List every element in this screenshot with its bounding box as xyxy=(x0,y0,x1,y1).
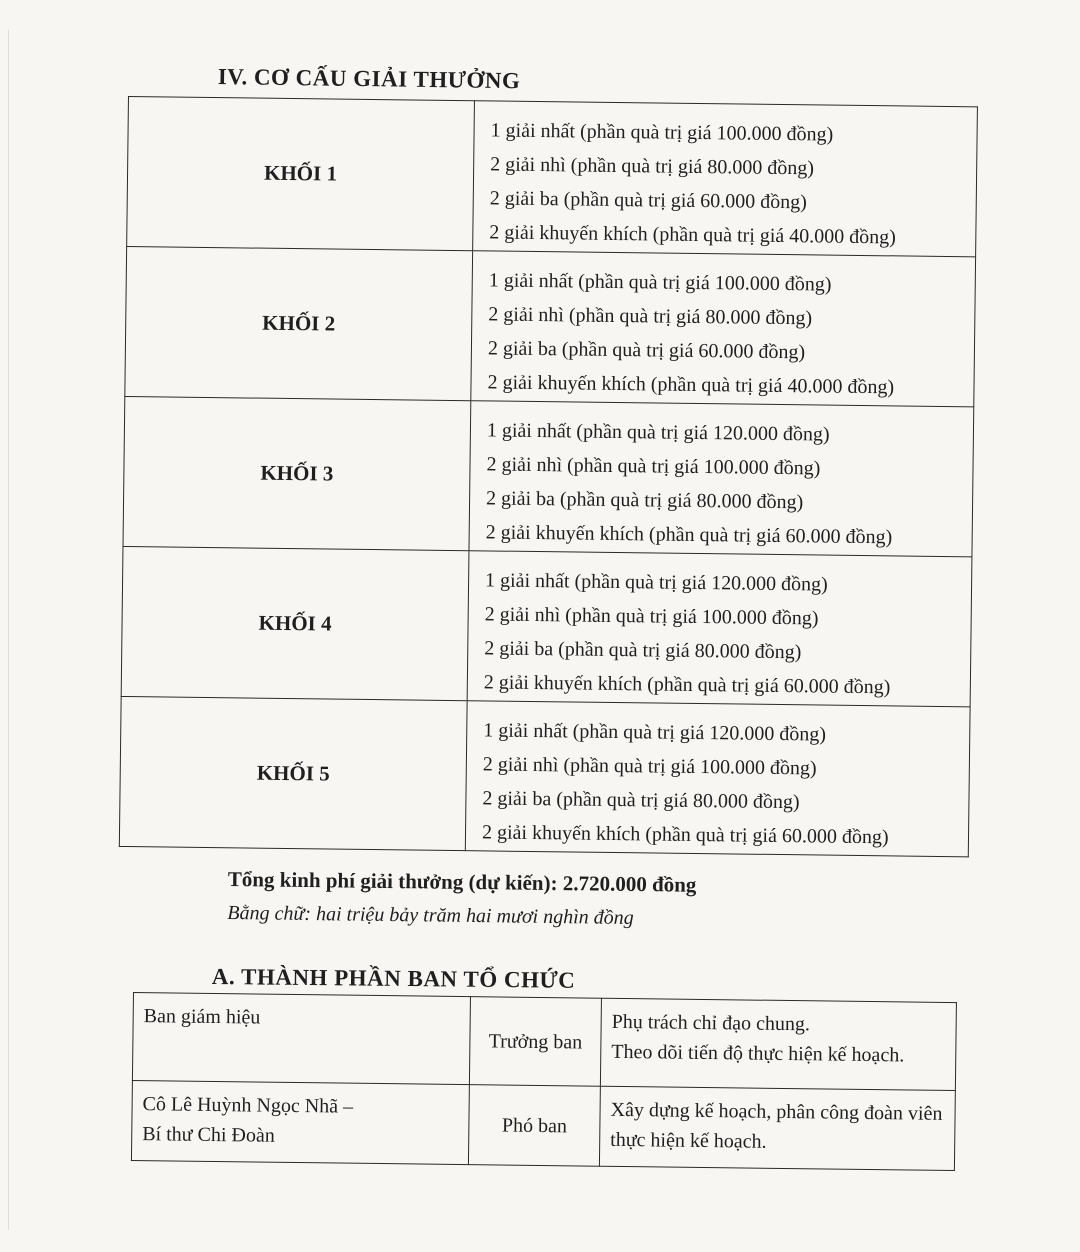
duty-line: Theo dõi tiến độ thực hiện kế hoạch. xyxy=(611,1040,905,1067)
total-in-words: Bằng chữ: hai triệu bảy trăm hai mươi nghìn đồng xyxy=(227,901,634,929)
prize-line: 2 giải nhì (phần quà trị giá 80.000 đồng) xyxy=(488,303,813,330)
prize-line: 2 giải khuyến khích (phần quà trị giá 40.000 đồng) xyxy=(487,371,895,399)
prize-line: 1 giải nhất (phần quà trị giá 120.000 đồng) xyxy=(484,569,828,596)
total-budget-block xyxy=(227,862,696,936)
prizes-cell xyxy=(467,551,972,707)
prize-line: 2 giải ba (phần quà trị giá 60.000 đồng) xyxy=(487,337,806,364)
organizing-committee-table xyxy=(131,992,957,1171)
prize-line: 2 giải khuyến khích (phần quà trị giá 40.000 đồng) xyxy=(489,221,897,249)
duty-line: Phụ trách chỉ đạo chung. xyxy=(611,1010,811,1036)
duties-cell xyxy=(600,998,956,1090)
prize-line: 1 giải nhất (phần quà trị giá 100.000 đồng) xyxy=(490,119,834,146)
role-cell: Phó ban xyxy=(468,1085,600,1167)
prize-line: 1 giải nhất (phần quà trị giá 120.000 đồng) xyxy=(486,419,830,446)
prize-line: 2 giải ba (phần quà trị giá 80.000 đồng) xyxy=(485,487,804,514)
prize-line: 1 giải nhất (phần quà trị giá 100.000 đồng) xyxy=(488,269,832,296)
duty-line: Xây dựng kế hoạch, phân công đoàn viên thực hiện kế hoạch. xyxy=(610,1098,943,1153)
table-row xyxy=(132,993,956,1091)
prize-line: 2 giải nhì (phần quà trị giá 100.000 đồng) xyxy=(486,453,821,480)
member-line: Ban giám hiệu xyxy=(143,1005,261,1029)
grade-cell: KHỐI 2 xyxy=(125,246,473,400)
prize-structure-table xyxy=(119,96,978,857)
member-cell xyxy=(132,993,470,1085)
grade-cell: KHỐI 5 xyxy=(119,696,467,850)
table-row xyxy=(127,97,978,257)
grade-cell: KHỐI 3 xyxy=(123,396,471,550)
scan-edge-line xyxy=(8,30,9,1230)
prize-line: 2 giải ba (phần quà trị giá 80.000 đồng) xyxy=(482,787,800,814)
total-budget: Tổng kinh phí giải thưởng (dự kiến): 2.720.000 đồng xyxy=(227,866,697,897)
table-row xyxy=(123,396,974,556)
duties-cell xyxy=(599,1086,955,1170)
table-row xyxy=(131,1080,955,1170)
prize-line: 2 giải nhì (phần quà trị giá 100.000 đồng) xyxy=(484,603,819,630)
section-a-heading: A. THÀNH PHẦN BAN TỔ CHỨC xyxy=(211,964,576,993)
prize-line: 2 giải ba (phần quà trị giá 80.000 đồng) xyxy=(484,637,802,664)
prizes-cell xyxy=(469,401,974,557)
prize-line: 2 giải khuyến khích (phần quà trị giá 60.000 đồng) xyxy=(481,821,889,849)
member-cell xyxy=(131,1080,469,1164)
table-row xyxy=(119,696,970,856)
grade-cell: KHỐI 4 xyxy=(121,546,469,700)
prizes-cell xyxy=(471,251,976,407)
member-line: Bí thư Chi Đoàn xyxy=(142,1123,275,1147)
prizes-cell xyxy=(465,701,970,857)
prize-line: 2 giải nhì (phần quà trị giá 100.000 đồng) xyxy=(482,753,817,780)
prize-line: 2 giải khuyến khích (phần quà trị giá 60.000 đồng) xyxy=(485,521,893,549)
section-iv-heading: IV. CƠ CẤU GIẢI THƯỞNG xyxy=(217,64,521,94)
role-cell: Trưởng ban xyxy=(469,997,601,1087)
member-line: Cô Lê Huỳnh Ngọc Nhã – xyxy=(142,1093,354,1118)
prize-line: 2 giải nhì (phần quà trị giá 80.000 đồng) xyxy=(490,153,815,180)
prize-line: 1 giải nhất (phần quà trị giá 120.000 đồng) xyxy=(483,719,827,746)
prizes-cell xyxy=(473,101,978,257)
table-row xyxy=(125,246,976,406)
table-row xyxy=(121,546,972,706)
prize-line: 2 giải ba (phần quà trị giá 60.000 đồng) xyxy=(489,187,808,214)
prize-line: 2 giải khuyến khích (phần quà trị giá 60.000 đồng) xyxy=(483,671,891,699)
grade-cell: KHỐI 1 xyxy=(127,97,475,251)
